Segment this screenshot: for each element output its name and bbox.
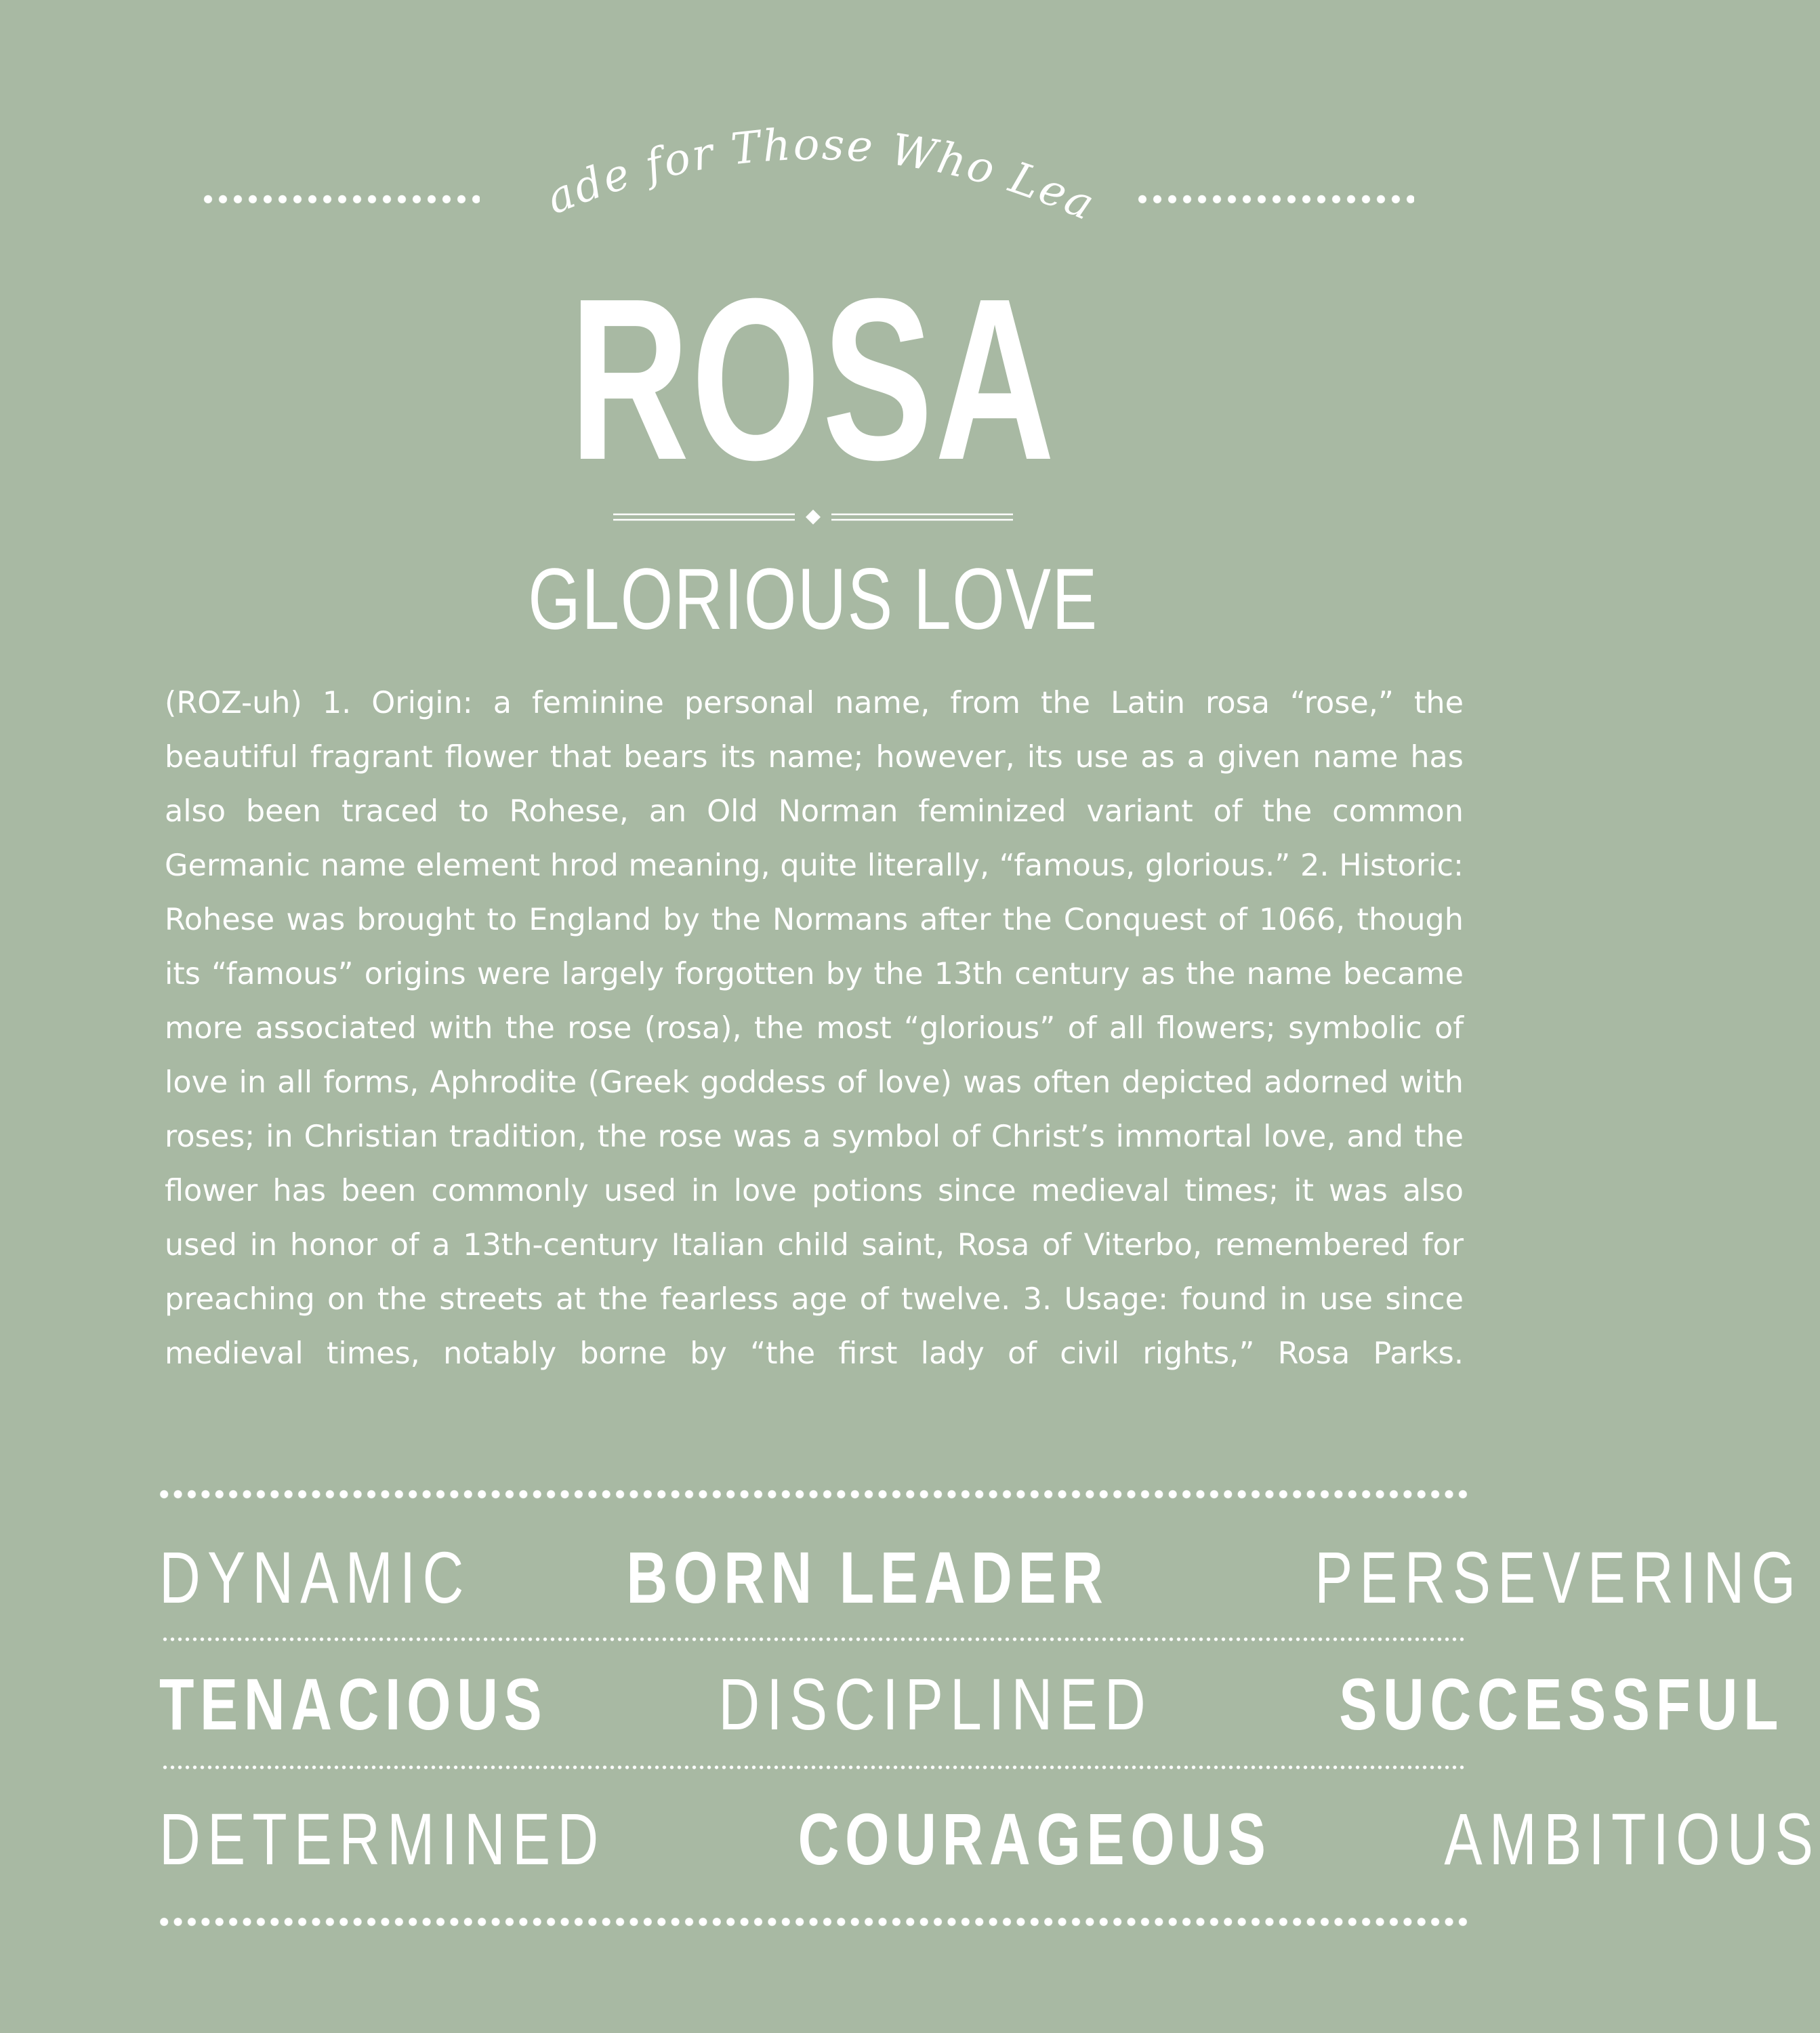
trait-word: SUCCESSFUL (1339, 1663, 1785, 1745)
trait-word: DISCIPLINED (718, 1663, 1153, 1745)
trait-word: COURAGEOUS (798, 1798, 1272, 1880)
trait-word: DYNAMIC (159, 1536, 471, 1618)
dotted-divider-top (157, 1487, 1472, 1501)
trait-row-3 (159, 1798, 1820, 1880)
trait-word: DETERMINED (159, 1798, 606, 1880)
definition-text: (ROZ-uh) 1. Origin: a feminine personal name, from the Latin rosa “rose,” the beautiful fragrant flower that bears its name; however, its use as a given name has also been traced to Rohese, an Old Norman feminized variant of the common Germanic name element hrod meaning, quite literally, “famous, glorious.” 2. Historic: Rohese was brought to England by the Normans after the Conquest of 1066, though its “famous” origins were largely forgotten by the 13th century as the name became more associated with the rose (rosa), the most “glorious” of all flowers; symbolic of love in all forms, Aphrodite (Greek goddess of love) was often depicted adorned with roses; in Christian tradition, the rose was a symbol of Christ’s immortal love, and the flower has been commonly used in love potions since medieval times; it was also used in honor of a 13th-century Italian child saint, Rosa of Viterbo, remembered for preaching on the streets at the fearless age of twelve. 3. Usage: found in use since medieval times, notably borne by “the first lady of civil rights,” Rosa Parks. (165, 686, 1464, 1371)
trait-row-2 (159, 1663, 1785, 1745)
diamond-icon (806, 510, 821, 525)
trait-word: PERSEVERING (1315, 1536, 1803, 1618)
dotted-divider-thin (161, 1764, 1466, 1771)
dotted-divider-bottom (157, 1915, 1472, 1929)
trait-word: AMBITIOUS (1444, 1798, 1820, 1880)
trait-row-1 (159, 1536, 1803, 1618)
trait-word: BORN LEADER (626, 1536, 1109, 1618)
tagline-text: Made for Those Who Lead (484, 49, 1103, 232)
tagline (0, 49, 1626, 237)
dotted-divider-thin (161, 1636, 1466, 1643)
ornament-divider (613, 507, 1013, 527)
trait-word: TENACIOUS (159, 1663, 548, 1745)
svg-text:Made for Those Who Lead (484, 49, 1103, 231)
meaning-subtitle: GLORIOUS LOVE (528, 551, 1098, 648)
page-title: ROSA (569, 251, 1057, 508)
